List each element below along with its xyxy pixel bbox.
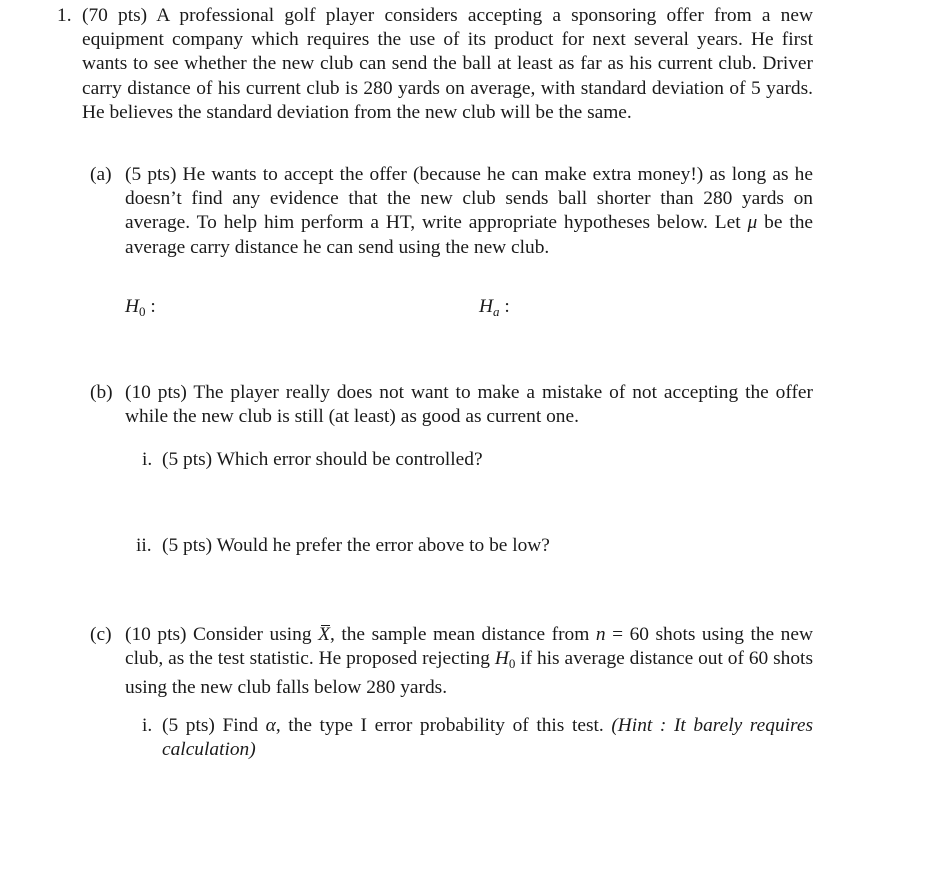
part-c-text xyxy=(125,623,813,701)
part-c-text-3: shots using the new club, as the test statistic. He proposed rejecting xyxy=(125,624,813,670)
n-equals: = 60 xyxy=(605,624,649,645)
part-b-label: (b) xyxy=(90,382,113,403)
ha-symbol: H xyxy=(479,296,494,317)
xbar-symbol: X xyxy=(318,623,330,647)
part-b-i-text: (5 pts) Which error should be controlled? xyxy=(162,449,483,470)
h0-subscript: 0 xyxy=(139,304,146,319)
part-a-text-1: (5 pts) He wants to accept the offer (because he can make extra money!) as long as he doesn’t find any evidence that the new club sends ball shorter than 280 yards on average. To help him perform a HT, write appropriate hypotheses below. Let xyxy=(125,164,813,234)
ha-colon: : xyxy=(499,296,510,317)
ha-subscript: a xyxy=(493,304,500,319)
h0-subscript-c: 0 xyxy=(508,656,516,672)
part-a-text xyxy=(125,163,813,260)
mu-symbol: μ xyxy=(747,212,758,234)
h0-symbol-c: H xyxy=(494,648,509,670)
part-c-label: (c) xyxy=(90,624,112,645)
alt-hypothesis-label xyxy=(479,295,510,324)
n-variable: n xyxy=(595,624,606,645)
h0-colon: : xyxy=(145,296,156,317)
part-a-label: (a) xyxy=(90,164,112,185)
null-hypothesis-label xyxy=(125,295,156,324)
part-c-i-label: i. xyxy=(142,715,153,736)
h0-symbol: H xyxy=(125,296,140,317)
part-a-text-2: be the average carry distance he can send using the new club. xyxy=(125,212,814,258)
part-c-i-text xyxy=(162,714,813,762)
alpha-symbol: α xyxy=(265,715,276,736)
part-b-i-label: i. xyxy=(142,449,153,470)
part-c-text-1: (10 pts) Consider using xyxy=(125,624,319,645)
part-c-i-text-1: (5 pts) Find xyxy=(162,715,266,736)
part-c-text-4: if his average distance out of 60 shots using the new club falls below 280 yards. xyxy=(125,648,813,699)
problem-number: 1. xyxy=(57,5,72,26)
part-b-ii-text: (5 pts) Would he prefer the error above to be low? xyxy=(162,535,550,556)
hint-text: (Hint : It barely requires calculation) xyxy=(162,715,814,761)
part-b-ii-label: ii. xyxy=(136,535,152,556)
part-c-i-text-2: , the type I error probability of this test. xyxy=(275,715,612,736)
part-c-text-2: , the sample mean distance from xyxy=(329,624,596,645)
part-b-text: (10 pts) The player really does not want to make a mistake of not accepting the offer while the new club is still (at least) as good as current one. xyxy=(125,382,813,428)
problem-intro: (70 pts) A professional golf player considers accepting a sponsoring offer from a new equipment company which requires the use of its product for next several years. He first wants to see whether the new club can send the ball at least as far as his current club. Driver carry distance of his current club is 280 yards on average, with standard deviation of 5 yards. He believes the standard deviation from the new club will be the same. xyxy=(82,5,813,123)
